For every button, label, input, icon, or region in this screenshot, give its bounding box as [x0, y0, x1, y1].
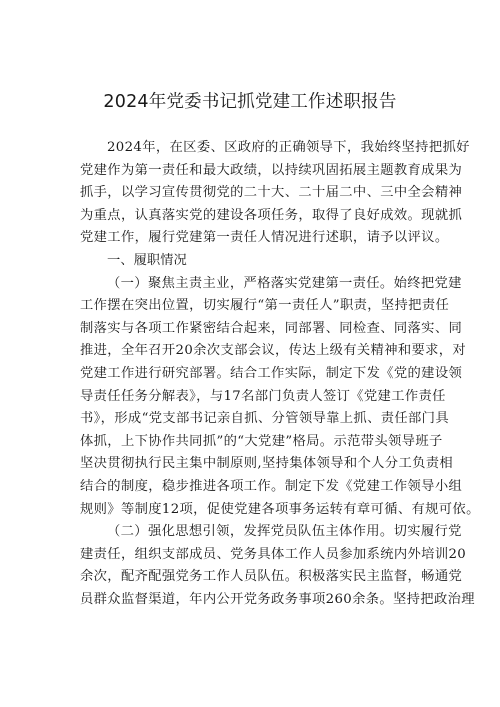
paragraph-line: （二）强化思想引领，发挥党员队伍主体作用。切实履行党 — [107, 524, 462, 540]
paragraph-line: 规则》等制度12项，促使党建各项事务运转有章可循、有规可依。 — [80, 501, 480, 517]
paragraph-line: 工作摆在突出位置，切实履行“第一责任人”职责，坚持把责任 — [80, 298, 450, 314]
paragraph-line: 员群众监督渠道，年内公开党务政务事项260余条。坚持把政治理 — [80, 591, 475, 607]
paragraph-line: 导责任任务分解表》，与17名部门负责人签订《党建工作责任 — [80, 388, 446, 404]
paragraph-line: 结合的制度，稳步推进各项工作。制定下发《党建工作领导小组 — [80, 478, 463, 494]
paragraph-line: （一）聚焦主责主业，严格落实党建第一责任。始终把党建 — [107, 275, 462, 291]
paragraph-line: 书》，形成“党支部书记亲自抓、分管领导靠上抓、责任部门具 — [80, 411, 449, 427]
paragraph-line: 推进，全年召开20余次支部会议，传达上级有关精神和要求，对 — [80, 343, 467, 359]
paragraph-line: 余次，配齐配强党务工作人员队伍。积极落实民主监督，畅通党 — [80, 569, 463, 585]
paragraph-line: 体抓，上下协作共同抓”的“大党建”格局。示范带头领导班子 — [80, 433, 443, 449]
document-body — [80, 137, 480, 611]
intro-line: 抓手，以学习宣传贯彻党的二十大、二十届二中、三中全会精神 — [80, 185, 463, 201]
section-heading: 一、履职情况 — [107, 252, 187, 268]
paragraph-line: 建责任，组织支部成员、党务具体工作人员参加系统内外培训20 — [80, 546, 467, 562]
intro-line: 2024年，在区委、区政府的正确领导下，我始终坚持把抓好 — [107, 140, 470, 155]
intro-line: 党建工作，履行党建第一责任人情况进行述职，请予以评议。 — [80, 230, 449, 246]
document-title: 2024年党委书记抓党建工作述职报告 — [103, 92, 397, 112]
paragraph-line: 党建工作进行研究部署。结合工作实际，制定下发《党的建设领 — [80, 365, 463, 381]
paragraph-line: 制落实与各项工作紧密结合起来，同部署、同检查、同落实、同 — [80, 320, 463, 336]
intro-line: 党建作为第一责任和最大政绩，以持续巩固拓展主题教育成果为 — [80, 162, 463, 178]
intro-line: 为重点，认真落实党的建设各项任务，取得了良好成效。现就抓 — [80, 207, 463, 223]
paragraph-line: 坚决贯彻执行民主集中制原则,坚持集体领导和个人分工负责相 — [80, 456, 454, 472]
